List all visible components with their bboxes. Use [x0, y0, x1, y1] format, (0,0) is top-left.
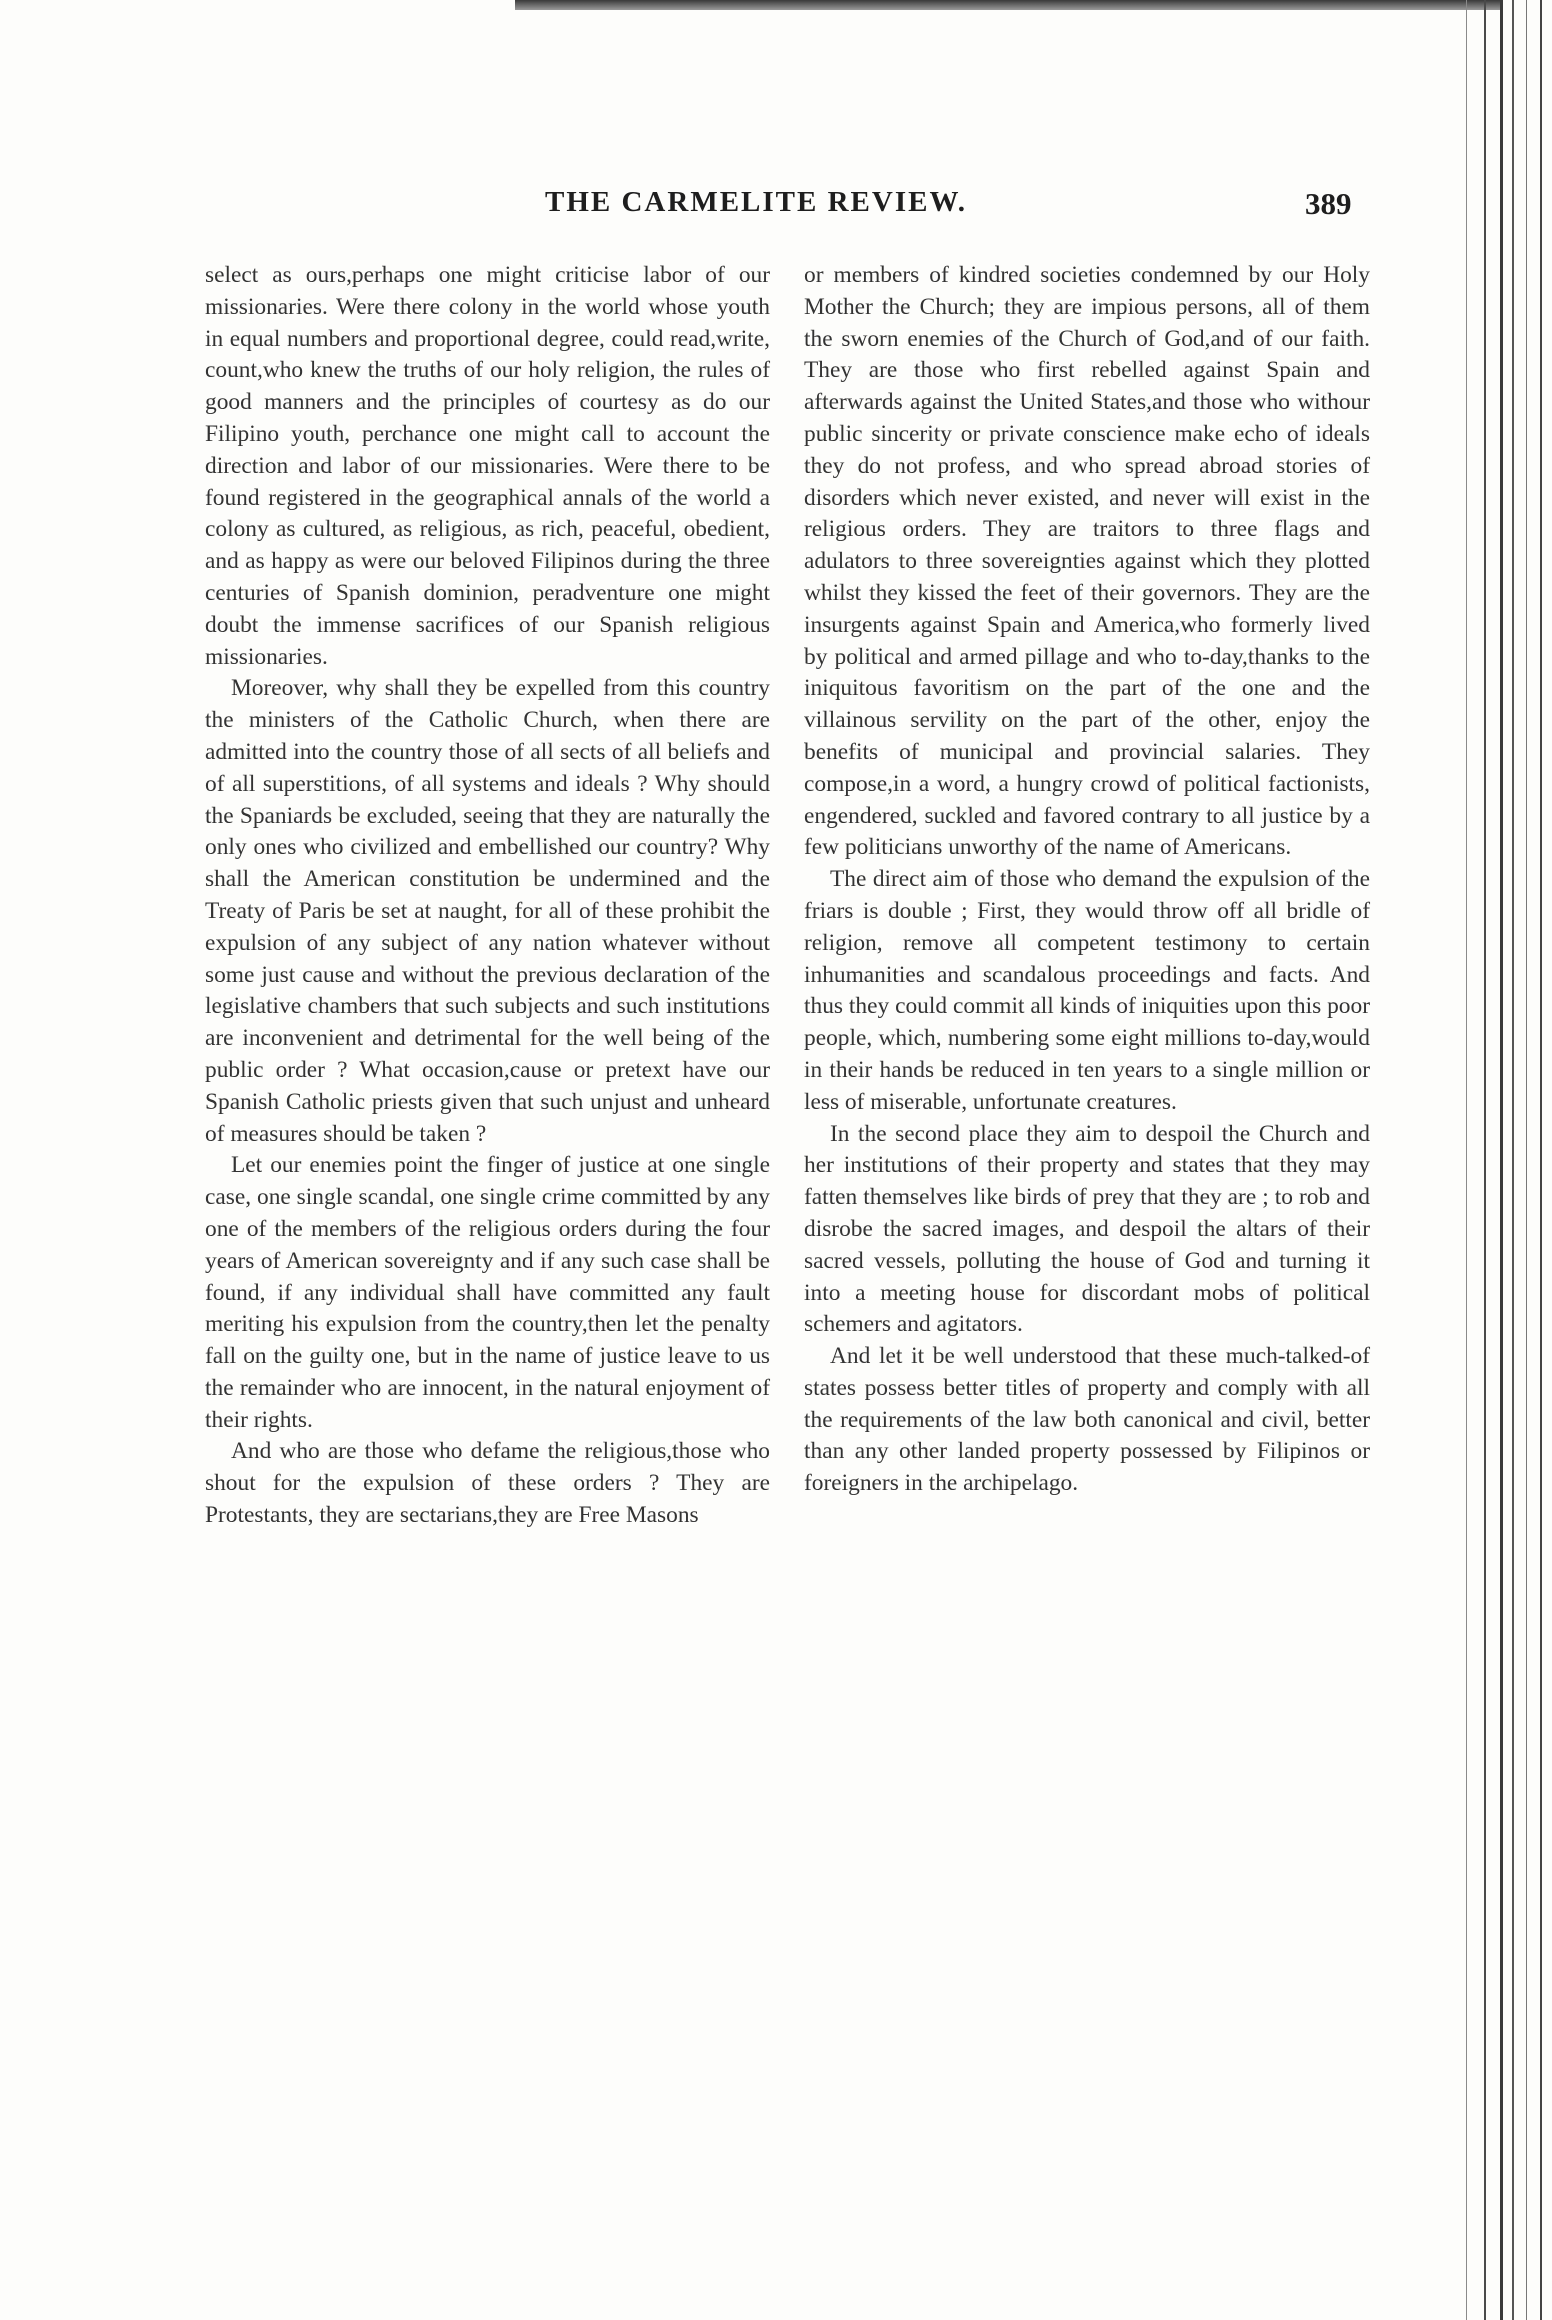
paragraph: The direct aim of those who demand the expulsion of the friars is double ; First, they would throw off all bridle of religion, remove all competent testimony to certain inhumanities and scandalous proceedings and facts. And thus they could commit all kinds of iniquities upon this poor people, which, numbering some eight millions to-day,would in their hands be reduced in ten years to a single million or less of miserable, unfortunate creatures. [804, 866, 1370, 1115]
paragraph: And let it be well understood that these much-talked-of states possess better titles of property and comply with all the requirements of the law both canonical and civil, better than any other landed property possessed by Filipinos or foreigners in the archipelago. [804, 1343, 1370, 1497]
page-edge-line [1500, 0, 1503, 2320]
paragraph: And who are those who defame the religious,those who shout for the expulsion of these orders ? They are Protestants, they are sectarians,they are Free Masons [205, 1438, 770, 1529]
paragraph: Moreover, why shall they be expelled from this country the ministers of the Catholic Church, when there are admitted into the country those of all sects of all beliefs and of all superstitions, of all systems and ideals ? Why should the Spaniards be excluded, seeing that they are naturally the only ones who civilized and embellished our country? Why shall the American constitution be undermined and the Treaty of Paris be set at naught, for all of these prohibit the expulsion of any subject of any nation whatever without some just cause and without the previous declaration of the legislative chambers that such subjects and such institutions are inconvenient and detrimental for the well being of the public order ? What occasion,cause or pretext have our Spanish Catholic priests given that such unjust and unheard of measures should be taken ? [205, 675, 770, 1147]
page-edge-line [1512, 0, 1514, 2320]
paragraph: select as ours,perhaps one might criticise labor of our missionaries. Were there colony in the world whose youth in equal numbers and proportional degree, could read,write, count,who knew the truths of our holy religion, the rules of good manners and the principles of courtesy as do our Filipino youth, perchance one might call to account the direction and labor of our missionaries. Were there to be found registered in the geographical annals of the world a colony as cultured, as religious, as rich, peaceful, obedient, and as happy as were our beloved Filipinos during the three centuries of Spanish dominion, peradventure one might doubt the immense sacrifices of our Spanish religious missionaries. [205, 262, 770, 670]
page-header [200, 186, 1352, 226]
paragraph: or members of kindred societies condemned by our Holy Mother the Church; they are impious persons, all of them the sworn enemies of the Church of God,and of our faith. They are those who first rebelled against Spain and afterwards against the United States,and those who withour public sincerity or private conscience make echo of ideals they do not profess, and who spread abroad stories of disorders which never existed, and never will exist in the religious orders. They are traitors to three flags and adulators to three sovereignties against which they plotted whilst they kissed the feet of their governors. They are the insurgents against Spain and America,who formerly lived by political and armed pillage and who to-day,thanks to the iniquitous favoritism on the part of the one and the villainous servility on the part of the other, enjoy the benefits of municipal and provincial salaries. They compose,in a word, a hungry crowd of political factionists, engendered, suckled and favored contrary to all justice by a few politicians unworthy of the name of Americans. [804, 262, 1370, 861]
running-title: THE CARMELITE REVIEW. [545, 186, 968, 218]
page-edge-line [1540, 0, 1542, 2320]
page-number: 389 [1305, 186, 1352, 221]
scan-top-edge [515, 0, 1500, 10]
left-column [205, 260, 770, 1532]
page-edge-line [1484, 0, 1486, 2320]
page-edge-line [1466, 0, 1467, 2320]
page-edge-line [1526, 0, 1527, 2320]
right-column [804, 260, 1370, 1500]
paragraph: In the second place they aim to despoil the Church and her institutions of their property and states that they may fatten themselves like birds of prey that they are ; to rob and disrobe the sacred images, and despoil the altars of their sacred vessels, polluting the house of God and turning it into a meeting house for discordant mobs of political schemers and agitators. [804, 1120, 1370, 1338]
paragraph: Let our enemies point the finger of justice at one single case, one single scandal, one single crime committed by any one of the members of the religious orders during the four years of American sovereignty and if any such case shall be found, if any individual shall have committed any fault meriting his expulsion from the country,then let the penalty fall on the guilty one, but in the name of justice leave to us the remainder who are innocent, in the natural enjoyment of their rights. [205, 1152, 770, 1433]
